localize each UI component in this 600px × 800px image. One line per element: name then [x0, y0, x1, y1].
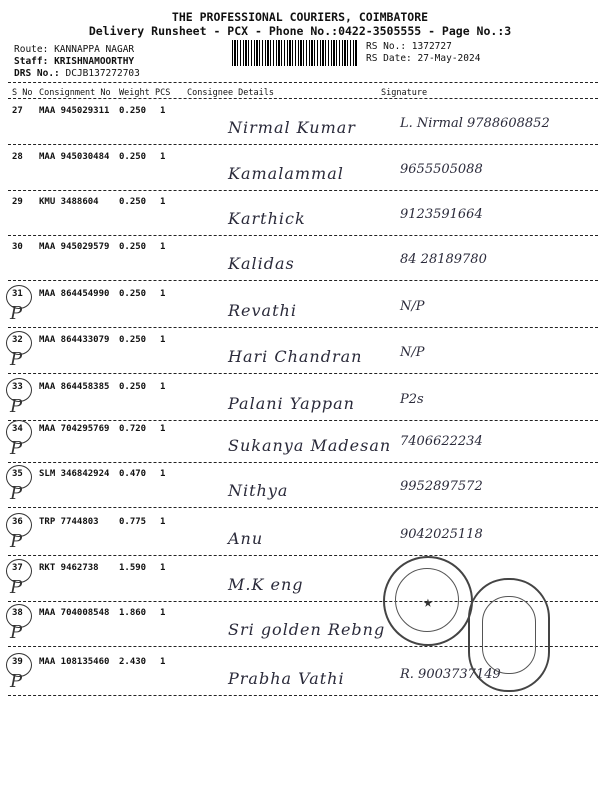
- row-sno: 38: [12, 608, 23, 618]
- row-pcs: 1: [160, 469, 166, 479]
- col-pcs: PCS: [155, 88, 171, 98]
- row-tick-mark: P: [10, 622, 23, 643]
- row-divider: [8, 462, 598, 463]
- row-weight: 0.250: [119, 242, 147, 252]
- row-sno: 39: [12, 657, 23, 667]
- row-consignment-no: MAA 945029311: [39, 106, 110, 116]
- row-pcs: 1: [160, 517, 166, 527]
- staff-value: KRISHNAMOORTHY: [54, 56, 135, 67]
- row-sno: 36: [12, 517, 23, 527]
- row-consignee: M.K eng: [228, 575, 304, 594]
- row-tick-mark: P: [10, 349, 23, 370]
- row-sno: 31: [12, 289, 23, 299]
- row-pcs: 1: [160, 335, 166, 345]
- row-pcs: 1: [160, 657, 166, 667]
- row-pcs: 1: [160, 106, 166, 116]
- row-sno: 32: [12, 335, 23, 345]
- col-signature: Signature: [381, 88, 428, 98]
- row-signature: 9655505088: [400, 162, 483, 177]
- row-signature: L. Nirmal 9788608852: [400, 116, 550, 131]
- col-weight: Weight: [119, 88, 150, 98]
- staff-label: Staff:: [14, 56, 49, 67]
- row-sno: 37: [12, 563, 23, 573]
- row-sno: 29: [12, 197, 23, 207]
- row-consignee: Anu: [228, 529, 264, 548]
- row-consignee: Prabha Vathi: [228, 669, 345, 688]
- row-tick-mark: P: [10, 531, 23, 552]
- row-divider: [8, 235, 598, 236]
- row-sno: 30: [12, 242, 23, 252]
- row-sno: 27: [12, 106, 23, 116]
- row-pcs: 1: [160, 424, 166, 434]
- row-consignment-no: SLM 346842924: [39, 469, 110, 479]
- row-consignment-no: TRP 7744803: [39, 517, 99, 527]
- row-weight: 1.590: [119, 563, 147, 573]
- row-weight: 0.250: [119, 382, 147, 392]
- col-consignee: Consignee Details: [187, 88, 274, 98]
- row-consignment-no: MAA 864454990: [39, 289, 110, 299]
- rs-no-value: 1372727: [411, 41, 452, 52]
- row-consignee: Nirmal Kumar: [228, 118, 356, 137]
- row-signature: 84 28189780: [400, 252, 487, 267]
- row-consignee: Kalidas: [228, 254, 295, 273]
- engineering-works-stamp: [383, 556, 473, 646]
- rs-date-label: RS Date:: [366, 53, 412, 64]
- row-divider: [8, 420, 598, 421]
- route-line: [14, 44, 134, 55]
- row-sno: 33: [12, 382, 23, 392]
- row-weight: 2.430: [119, 657, 147, 667]
- barcode: [232, 40, 358, 66]
- row-weight: 1.860: [119, 608, 147, 618]
- row-pcs: 1: [160, 382, 166, 392]
- star-icon: ★: [423, 592, 433, 611]
- row-weight: 0.250: [119, 106, 147, 116]
- row-divider: [8, 144, 598, 145]
- row-weight: 0.250: [119, 335, 147, 345]
- row-divider: [8, 327, 598, 328]
- row-weight: 0.775: [119, 517, 147, 527]
- row-signature: 9042025118: [400, 527, 483, 542]
- row-pcs: 1: [160, 152, 166, 162]
- row-weight: 0.250: [119, 152, 147, 162]
- drs-line: [14, 68, 140, 79]
- row-pcs: 1: [160, 197, 166, 207]
- row-sno: 28: [12, 152, 23, 162]
- row-consignee: Kamalammal: [228, 164, 344, 183]
- row-consignment-no: MAA 945029579: [39, 242, 110, 252]
- row-consignee: Palani Yappan: [228, 394, 355, 413]
- row-signature: 7406622234: [400, 434, 483, 449]
- header-divider: [8, 82, 598, 83]
- row-consignment-no: MAA 108135460: [39, 657, 110, 667]
- row-signature: N/P: [400, 299, 425, 314]
- rs-no-label: RS No.:: [366, 41, 407, 52]
- row-signature: N/P: [400, 345, 425, 360]
- row-weight: 0.250: [119, 289, 147, 299]
- row-divider: [8, 280, 598, 281]
- row-sno: 34: [12, 424, 23, 434]
- header-divider-bottom: [8, 98, 598, 99]
- runsheet-subtitle: Delivery Runsheet - PCX - Phone No.:0422-3505555 - Page No.:3: [88, 24, 512, 38]
- row-divider: [8, 507, 598, 508]
- rs-date-line: [366, 53, 480, 64]
- col-consignment: Consignment No: [39, 88, 111, 98]
- row-tick-mark: P: [10, 396, 23, 417]
- row-consignee: Hari Chandran: [228, 347, 363, 366]
- row-consignee: Karthick: [228, 209, 306, 228]
- drs-label: DRS No.:: [14, 68, 60, 79]
- row-consignee: Sri golden Rebng: [228, 620, 386, 639]
- row-tick-mark: P: [10, 438, 23, 459]
- row-consignment-no: MAA 864433079: [39, 335, 110, 345]
- row-signature: 9952897572: [400, 479, 483, 494]
- row-pcs: 1: [160, 563, 166, 573]
- row-tick-mark: P: [10, 303, 23, 324]
- route-value: KANNAPPA NAGAR: [54, 44, 135, 55]
- row-consignee: Revathi: [228, 301, 297, 320]
- rs-no-line: [366, 41, 452, 52]
- row-sno: 35: [12, 469, 23, 479]
- row-pcs: 1: [160, 242, 166, 252]
- row-consignment-no: MAA 864458385: [39, 382, 110, 392]
- row-consignment-no: KMU 3488604: [39, 197, 99, 207]
- row-divider: [8, 190, 598, 191]
- row-consignment-no: RKT 9462738: [39, 563, 99, 573]
- row-signature: P2s: [400, 392, 424, 407]
- rs-date-value: 27-May-2024: [417, 53, 481, 64]
- row-pcs: 1: [160, 289, 166, 299]
- golden-rebars-stamp: [468, 578, 550, 692]
- row-consignment-no: MAA 704295769: [39, 424, 110, 434]
- company-title: THE PROFESSIONAL COURIERS, COIMBATORE: [171, 10, 429, 24]
- route-label: Route:: [14, 44, 49, 55]
- staff-line: [14, 56, 134, 67]
- row-consignment-no: MAA 945030484: [39, 152, 110, 162]
- row-divider: [8, 373, 598, 374]
- row-consignee: Sukanya Madesan: [228, 436, 392, 455]
- row-consignee: Nithya: [228, 481, 289, 500]
- row-divider: [8, 555, 598, 556]
- row-divider: [8, 695, 598, 696]
- col-sno: S No: [12, 88, 33, 98]
- row-tick-mark: P: [10, 483, 23, 504]
- row-weight: 0.470: [119, 469, 147, 479]
- row-weight: 0.720: [119, 424, 147, 434]
- row-weight: 0.250: [119, 197, 147, 207]
- row-consignment-no: MAA 704008548: [39, 608, 110, 618]
- row-signature: 9123591664: [400, 207, 483, 222]
- row-pcs: 1: [160, 608, 166, 618]
- row-tick-mark: P: [10, 577, 23, 598]
- row-tick-mark: P: [10, 671, 23, 692]
- drs-value: DCJB137272703: [65, 68, 140, 79]
- row-signature: R. 9003737149: [400, 667, 501, 682]
